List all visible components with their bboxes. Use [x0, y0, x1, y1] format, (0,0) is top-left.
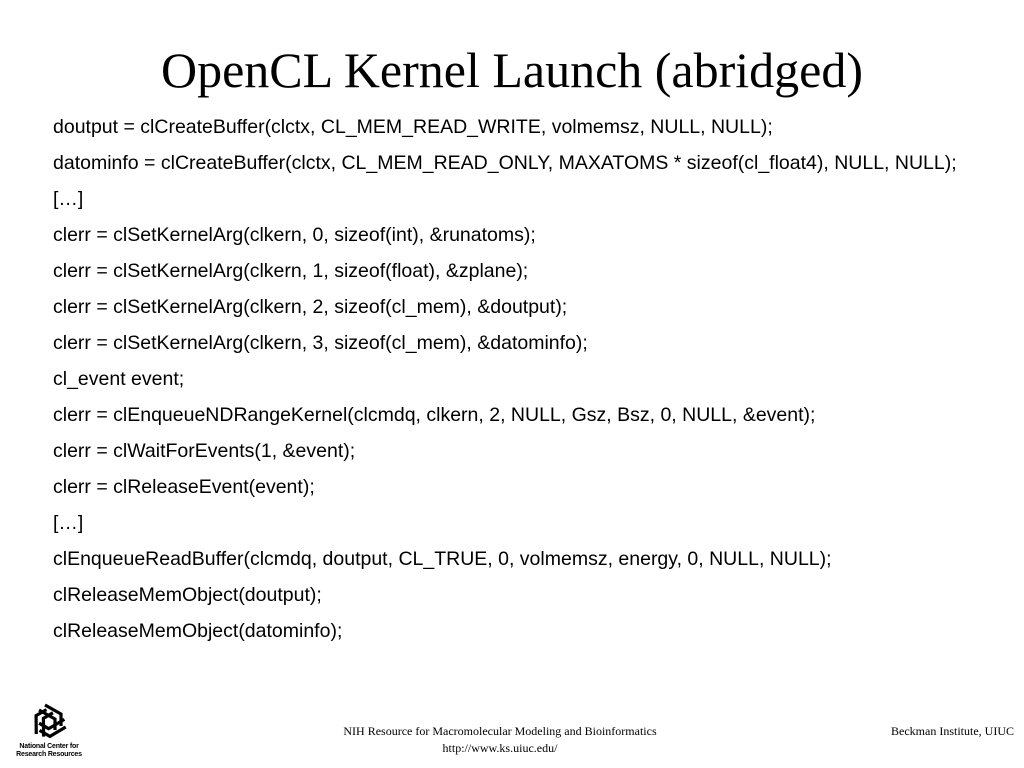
logo-caption [14, 743, 84, 759]
code-line: […] [53, 188, 84, 210]
code-line: clerr = clSetKernelArg(clkern, 0, sizeof(int), &runatoms); [53, 224, 536, 246]
footer-institution: NIH Resource for Macromolecular Modeling and Bioinformatics [343, 724, 657, 738]
footer-affiliation: Beckman Institute, UIUC [891, 724, 1014, 738]
code-line: clReleaseMemObject(datominfo); [53, 620, 343, 642]
code-line: clerr = clSetKernelArg(clkern, 2, sizeof(cl_mem), &doutput); [53, 296, 568, 318]
footer-center [250, 723, 750, 757]
logo-caption-line: National Center for [19, 743, 79, 750]
code-line: clerr = clReleaseEvent(event); [53, 476, 315, 498]
ncrr-logo [14, 702, 84, 764]
code-line: clerr = clEnqueueNDRangeKernel(clcmdq, clkern, 2, NULL, Gsz, Bsz, 0, NULL, &event); [53, 404, 816, 426]
logo-caption-line: Research Resources [16, 751, 82, 758]
code-line: clerr = clSetKernelArg(clkern, 3, sizeof(cl_mem), &datominfo); [53, 332, 588, 354]
code-line: datominfo = clCreateBuffer(clctx, CL_MEM_READ_ONLY, MAXATOMS * sizeof(cl_float4), NULL, NULL); [53, 152, 957, 174]
code-line: doutput = clCreateBuffer(clctx, CL_MEM_READ_WRITE, volmemsz, NULL, NULL); [53, 116, 773, 138]
code-line: clReleaseMemObject(doutput); [53, 584, 322, 606]
slide-title: OpenCL Kernel Launch (abridged) [160, 42, 864, 98]
code-line: […] [53, 512, 84, 534]
footer-url: http://www.ks.uiuc.edu/ [442, 741, 558, 755]
ncrr-logo-icon [14, 702, 84, 744]
code-line: clerr = clSetKernelArg(clkern, 1, sizeof(float), &zplane); [53, 260, 529, 282]
code-line: clEnqueueReadBuffer(clcmdq, doutput, CL_TRUE, 0, volmemsz, energy, 0, NULL, NULL); [53, 548, 832, 570]
code-line: clerr = clWaitForEvents(1, &event); [53, 440, 356, 462]
code-line: cl_event event; [53, 368, 185, 390]
code-listing [53, 115, 993, 655]
